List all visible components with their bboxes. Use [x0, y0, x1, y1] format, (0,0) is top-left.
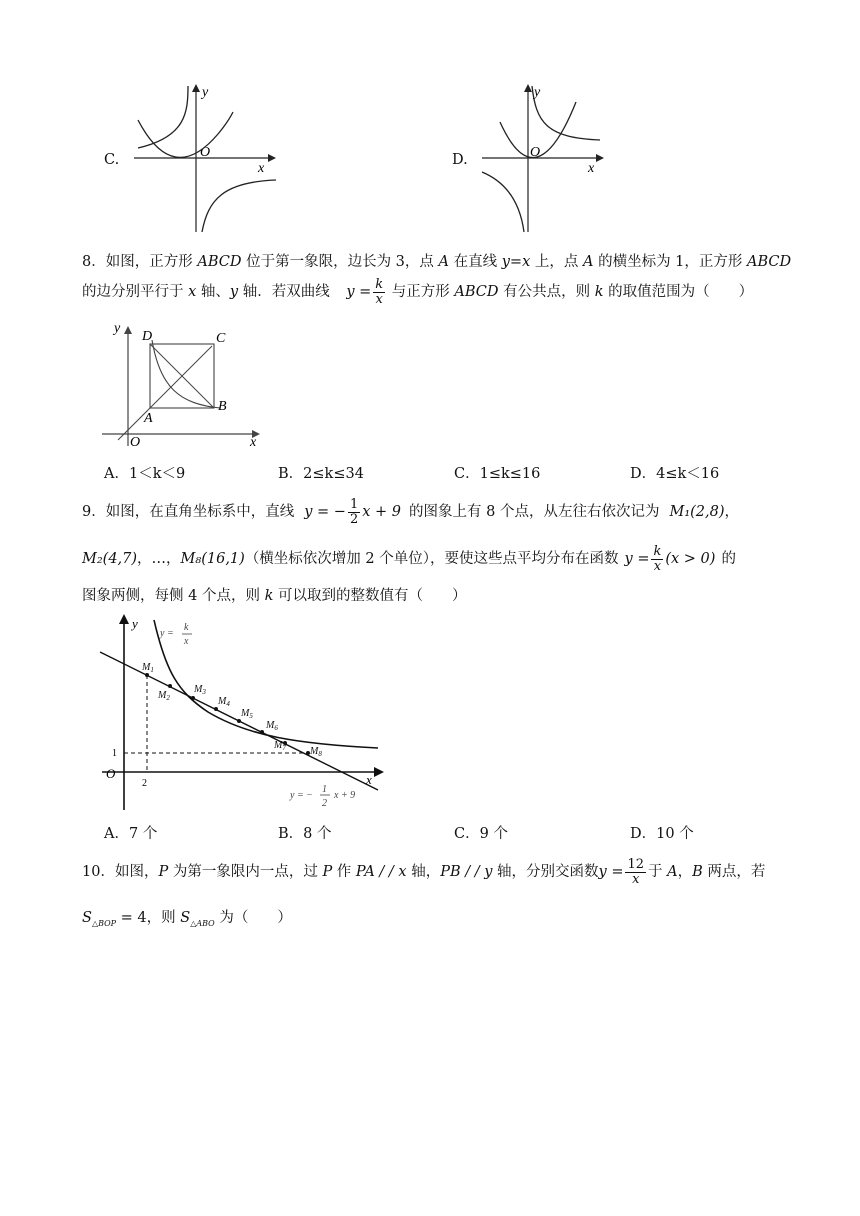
svg-text:k: k	[184, 622, 189, 633]
svg-text:B: B	[218, 399, 227, 414]
q10-line1: 10．如图，P 为第一象限内一点，过 P 作 PA / / x 轴，PB / / y 轴，分别交函数y = $\frac{12}{x}$ 于 A，B 两点，若	[82, 857, 766, 887]
svg-text:1: 1	[112, 748, 117, 759]
svg-text:x: x	[184, 636, 189, 647]
q9-line3: 图象两侧，每侧 4 个点，则 k 可以取到的整数值有（ ）	[82, 588, 467, 604]
d-origin: O	[530, 145, 541, 160]
svg-text:x + 9: x + 9	[334, 790, 356, 801]
q8-line1: 8．如图，正方形 ABCD 位于第一象限，边长为 3，点 A 在直线 y=x 上，点 A 的横坐标为 1，正方形 ABCD	[82, 254, 792, 270]
c-axis-x: x	[258, 161, 265, 176]
svg-text:A: A	[144, 411, 153, 426]
label-m5: $M_5$	[241, 708, 253, 720]
svg-text:2: 2	[142, 778, 147, 789]
q8-option-a[interactable]: A．1＜k＜9	[104, 466, 186, 482]
svg-text:D: D	[142, 329, 153, 344]
label-m8: $M_8$	[310, 746, 322, 758]
d-axis-x: x	[588, 161, 595, 176]
svg-text:1: 1	[322, 784, 327, 795]
q8-option-c[interactable]: C．1≤k≤16	[454, 466, 541, 482]
option-d-graph	[476, 82, 606, 237]
q8-figure	[100, 318, 265, 448]
label-m4: $M_4$	[218, 696, 230, 708]
q9-line1: 9．如图，在直角坐标系中，直线 y = − $\frac{1}{2}$ x + 9 的图象上有 8 个点，从左往右依次记为 M₁(2,8)，	[82, 497, 740, 527]
q9-option-c[interactable]: C．9 个	[454, 826, 508, 842]
label-m1: $M_1$	[142, 662, 154, 674]
c-origin: O	[200, 145, 211, 160]
q8-line2: 的边分别平行于 x 轴、y 轴．若双曲线 y = $\frac{k}{x}$ 与正方形 ABCD 有公共点，则 k 的取值范围为（ ）	[82, 277, 754, 307]
q8-option-b[interactable]: B．2≤k≤34	[278, 466, 364, 482]
q9-figure	[98, 612, 388, 812]
label-m7: $M_7$	[274, 740, 286, 752]
svg-text:x: x	[250, 435, 257, 448]
q9-option-b[interactable]: B．8 个	[278, 826, 332, 842]
option-c-label: C.	[104, 152, 120, 168]
q9-option-a[interactable]: A．7 个	[104, 826, 158, 842]
svg-text:y =: y =	[160, 628, 174, 639]
q10-line2: $S_{\triangle BOP} = 4$，则 $S_{\triangle ABO}$ 为（ ）	[82, 910, 292, 928]
svg-text:O: O	[106, 766, 116, 781]
svg-text:C: C	[216, 331, 226, 346]
option-d-label: D.	[452, 152, 468, 168]
svg-text:x: x	[366, 772, 372, 787]
q9-option-d[interactable]: D．10 个	[630, 826, 694, 842]
label-m6: $M_6$	[266, 720, 278, 732]
svg-text:y: y	[114, 321, 121, 336]
label-m3: $M_3$	[194, 684, 206, 696]
d-axis-y: y	[534, 85, 541, 100]
svg-text:2: 2	[322, 798, 327, 809]
q9-line2: M₂(4,7)，…，M₈(16,1)（横坐标依次增加 2 个单位），要使这些点平均分布在函数 y = $\frac{k}{x}$ (x > 0) 的	[82, 544, 736, 574]
svg-text:y: y	[132, 616, 138, 631]
q8-option-d[interactable]: D．4≤k＜16	[630, 466, 720, 482]
svg-text:y = −: y = −	[290, 790, 313, 801]
c-axis-y: y	[202, 85, 209, 100]
svg-text:O: O	[130, 435, 141, 448]
label-m2: $M_2$	[158, 690, 170, 702]
option-c-graph	[128, 82, 278, 237]
